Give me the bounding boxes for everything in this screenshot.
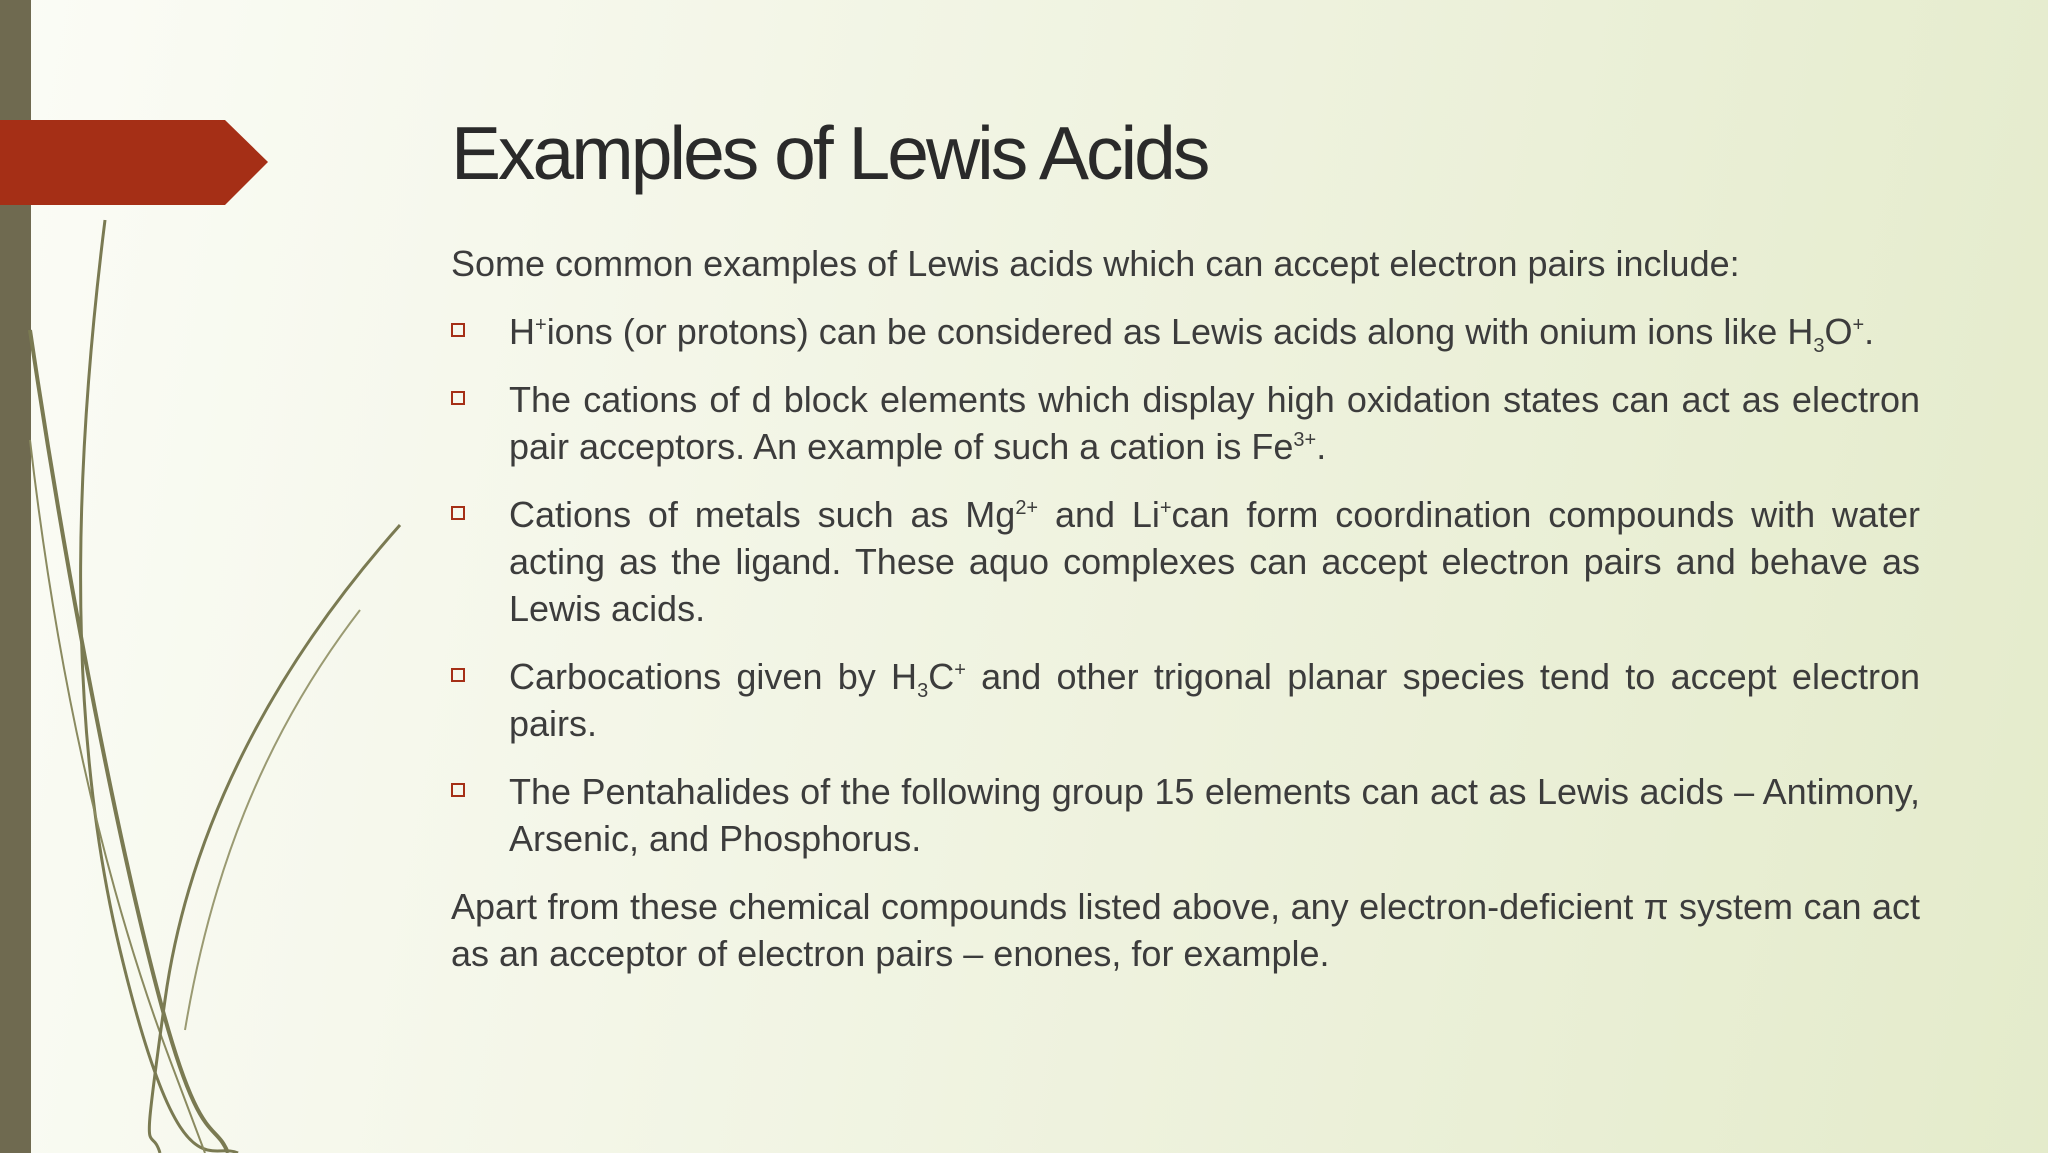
bullet-text: The Pentahalides of the following group 15 elements can act as Lewis acids – Antimony, Arsenic, and Phosphorus.: [509, 771, 1920, 859]
bullet-item: [451, 376, 1920, 470]
bullet-item: [451, 491, 1920, 632]
outro-paragraph: Apart from these chemical compounds listed above, any electron-deficient π system can act as an acceptor of electron pairs – enones, for example.: [451, 886, 1920, 974]
superscript: +: [535, 314, 547, 336]
intro-paragraph: Some common examples of Lewis acids which can accept electron pairs include:: [451, 243, 1740, 284]
curve-line: [185, 610, 360, 1030]
superscript: 3+: [1293, 429, 1317, 451]
superscript: +: [954, 659, 966, 681]
bullet-text: H+ions (or protons) can be considered as Lewis acids along with onium ions like $H_3O^+$.: [509, 311, 1875, 358]
curve-line: [149, 525, 400, 1153]
subscript: 3: [917, 680, 929, 703]
superscript: 2+: [1015, 497, 1039, 519]
subscript: 3: [1813, 335, 1825, 358]
bullet-text: The cations of d block elements which display high oxidation states can act as electron pair acceptors. An example of such a cation is $Fe^{3+}$.: [509, 379, 1920, 467]
bullet-list: [451, 308, 1920, 862]
bullet-text: Carbocations given by $H_3C^+$ and other trigonal planar species tend to accept electron pairs.: [509, 656, 1921, 744]
bullet-item: [451, 308, 1920, 358]
bullet-item: [451, 768, 1920, 862]
slide-title: Examples of Lewis Acids: [451, 111, 1208, 195]
decorative-curves: [0, 0, 420, 1153]
hollow-square-bullet-icon: [451, 506, 465, 520]
slide-content: [451, 240, 1920, 977]
hollow-square-bullet-icon: [451, 783, 465, 797]
bullet-text: Cations of metals such as $Mg^{2+}$ and Li+can form coordination compounds with water acting as the ligand. These aquo complexes can accept electron pairs and behave as Lewis acids.: [509, 494, 1921, 629]
superscript: +: [1159, 497, 1172, 519]
bullet-item: [451, 653, 1920, 747]
curve-line: [30, 440, 205, 1153]
hollow-square-bullet-icon: [451, 323, 465, 337]
curve-line: [81, 220, 238, 1153]
curve-line: [30, 330, 228, 1153]
hollow-square-bullet-icon: [451, 391, 465, 405]
hollow-square-bullet-icon: [451, 668, 465, 682]
superscript: +: [1852, 314, 1865, 336]
